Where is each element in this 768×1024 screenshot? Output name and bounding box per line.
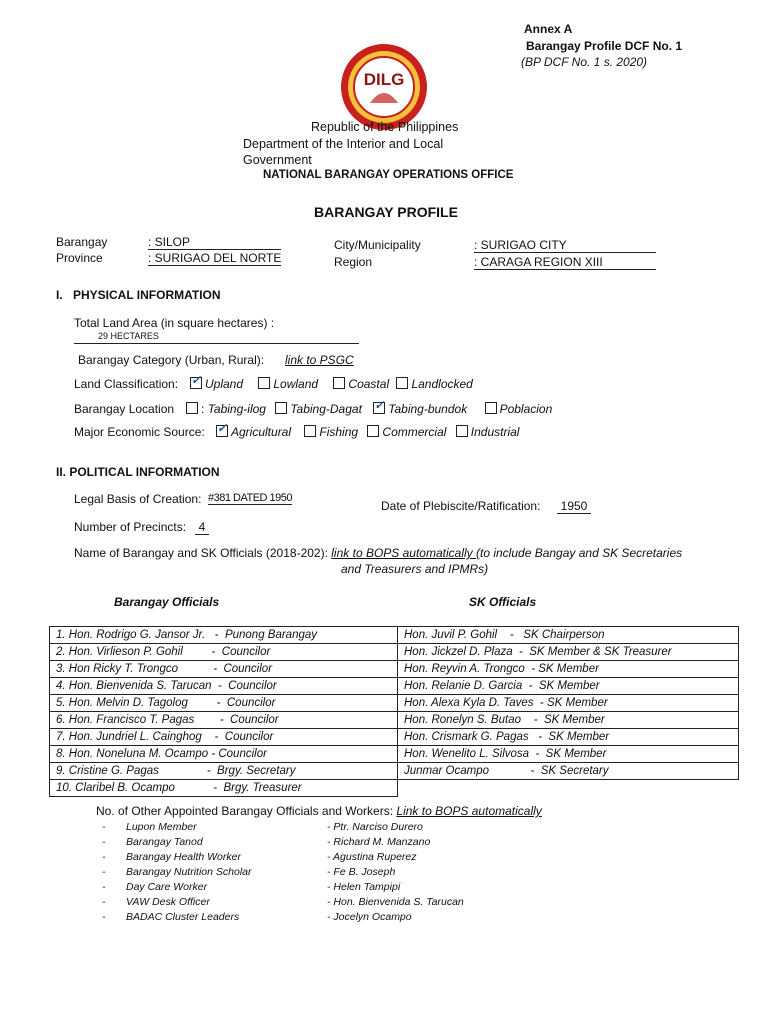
industrial-checkbox[interactable] [456,425,468,437]
province-label: Province [56,251,103,265]
land-class-landlocked[interactable]: Landlocked [396,377,472,391]
city-label: City/Municipality [334,238,421,252]
dilg-logo-text: DILG [363,70,405,89]
category-label: Barangay Category (Urban, Rural): [78,353,265,367]
annex-form: Barangay Profile DCF No. 1 [526,39,683,53]
officials-row [50,746,739,763]
brgy-official-cell: 1. Hon. Rodrigo G. Jansor Jr. - Punong Barangay [50,627,398,644]
appointed-bullet: - [102,866,106,878]
sk-official-cell: Hon. Wenelito L. Silvosa - SK Member [398,746,739,763]
section-2-heading: II. POLITICAL INFORMATION [56,465,220,479]
precincts-value: 4 [195,520,209,535]
section-1-heading: PHYSICAL INFORMATION [73,288,221,302]
appointed-role: Day Care Worker [126,881,208,893]
economic-options [216,425,519,439]
economic-label: Major Economic Source: [74,425,205,439]
province-value: : SURIGAO DEL NORTE [148,251,282,265]
header-republic: Republic of the Philippines [311,120,459,134]
economic-fishing[interactable]: Fishing [304,425,358,439]
brgy-official-cell: 10. Claribel B. Ocampo - Brgy. Treasurer [50,780,398,797]
sk-official-cell: Hon. Relanie D. Garcia - SK Member [398,678,739,695]
dilg-logo [340,43,428,131]
land-class-options [190,377,473,391]
sk-official-cell: Hon. Juvil P. Gohil - SK Chairperson [398,627,739,644]
land-area-label: Total Land Area (in square hectares) : [74,316,275,330]
officials-table [49,626,739,797]
sk-official-cell: Hon. Crismark G. Pagas - SK Member [398,729,739,746]
appointed-role: BADAC Cluster Leaders [126,911,240,923]
appointed-name: - Ptr. Narciso Durero [327,821,423,833]
appointed-role: Barangay Health Worker [126,851,241,863]
appointed-bullet: - [102,851,106,863]
officials-label: Name of Barangay and SK Officials (2018-202): link to BOPS automatically (to include Bangay and SK Secretaries [74,546,683,560]
officials-row [50,729,739,746]
officials-row [50,644,739,661]
section-1-number: I. [56,288,63,302]
appointed-role: VAW Desk Officer [126,896,210,908]
tabing-dagat-checkbox[interactable] [275,402,287,414]
brgy-officials-heading: Barangay Officials [114,595,220,609]
officials-row [50,763,739,780]
plebiscite-value: 1950 [557,499,591,514]
appointed-role: Barangay Nutrition Scholar [126,866,252,878]
brgy-official-cell: 2. Hon. Virlieson P. Gohil - Councilor [50,644,398,661]
coastal-checkbox[interactable] [333,377,345,389]
appointed-name: - Fe B. Joseph [327,866,396,878]
appointed-role: Lupon Member [126,821,197,833]
officials-link[interactable]: link to BOPS automatically ( [331,546,480,560]
tabing-bundok-checkbox[interactable] [373,402,385,414]
location-tabing-dagat[interactable]: Tabing-Dagat [275,402,362,416]
brgy-official-cell: 4. Hon. Bienvenida S. Tarucan - Councilor [50,678,398,695]
economic-industrial[interactable]: Industrial [456,425,520,439]
header-government: Government [243,153,312,167]
appointed-bullet: - [102,911,106,923]
fishing-checkbox[interactable] [304,425,316,437]
sk-official-cell [398,780,739,797]
sk-officials-heading: SK Officials [469,595,537,609]
brgy-official-cell: 7. Hon. Jundriel L. Cainghog - Councilor [50,729,398,746]
sk-official-cell: Hon. Jickzel D. Plaza - SK Member & SK Treasurer [398,644,739,661]
appointed-bullet: - [102,821,106,833]
officials-row [50,678,739,695]
brgy-official-cell: 6. Hon. Francisco T. Pagas - Councilor [50,712,398,729]
location-poblacion[interactable]: Poblacion [485,402,553,416]
appointed-role: Barangay Tanod [126,836,203,848]
location-options [186,402,552,416]
brgy-official-cell: 9. Cristine G. Pagas - Brgy. Secretary [50,763,398,780]
sk-official-cell: Hon. Ronelyn S. Butao - SK Member [398,712,739,729]
location-tabing-ilog[interactable]: : Tabing-ilog [186,402,266,416]
land-class-coastal[interactable]: Coastal [333,377,389,391]
land-class-label: Land Classification: [74,377,179,391]
appointed-name: - Agustina Ruperez [327,851,417,863]
appointed-bullet: - [102,836,106,848]
officials-row [50,712,739,729]
landlocked-checkbox[interactable] [396,377,408,389]
barangay-label: Barangay [56,235,108,249]
legal-basis-label: Legal Basis of Creation: [74,492,202,506]
brgy-official-cell: 8. Hon. Noneluna M. Ocampo - Councilor [50,746,398,763]
land-class-upland[interactable]: ✓ Upland [190,377,243,391]
barangay-value: : SILOP [148,235,281,250]
city-value: : SURIGAO CITY [474,238,656,253]
lowland-checkbox[interactable] [258,377,270,389]
land-area-value: 29 HECTARES [98,331,159,341]
economic-commercial[interactable]: Commercial [367,425,446,439]
appointed-name: - Helen Tampipi [327,881,401,893]
appointed-bullet: - [102,881,106,893]
region-label: Region [334,255,373,269]
appointed-name: - Hon. Bienvenida S. Tarucan [327,896,464,908]
officials-row [50,627,739,644]
economic-agricultural[interactable]: ✓ Agricultural [216,425,291,439]
page-title: BARANGAY PROFILE [314,204,458,220]
land-area-line [74,343,359,344]
poblacion-checkbox[interactable] [485,402,497,414]
sk-official-cell: Hon. Reyvin A. Trongco - SK Member [398,661,739,678]
officials-row [50,661,739,678]
region-value: : CARAGA REGION XIII [474,255,656,270]
appointed-label: No. of Other Appointed Barangay Officials and Workers: Link to BOPS automatically [96,804,542,818]
appointed-name: - Jocelyn Ocampo [327,911,412,923]
legal-basis-value: #381 DATED 1950 [208,492,293,504]
sk-official-cell: Junmar Ocampo - SK Secretary [398,763,739,780]
appointed-name: - Richard M. Manzano [327,836,431,848]
officials-note-2: and Treasurers and IPMRs) [341,562,489,576]
location-label: Barangay Location [74,402,175,416]
category-link[interactable]: link to PSGC [285,353,354,367]
precincts-label: Number of Precincts: [74,520,187,534]
header-office: NATIONAL BARANGAY OPERATIONS OFFICE [263,169,514,181]
brgy-official-cell: 5. Hon. Melvin D. Tagolog - Councilor [50,695,398,712]
upland-checkbox[interactable] [190,377,202,389]
officials-note-1: to include Bangay and SK Secretaries [480,546,683,560]
appointed-link[interactable]: Link to BOPS automatically [396,804,542,818]
agricultural-checkbox[interactable] [216,425,228,437]
annex-ref: (BP DCF No. 1 s. 2020) [521,55,648,69]
sk-official-cell: Hon. Alexa Kyla D. Taves - SK Member [398,695,739,712]
commercial-checkbox[interactable] [367,425,379,437]
tabing-ilog-checkbox[interactable] [186,402,198,414]
appointed-bullet: - [102,896,106,908]
header-department: Department of the Interior and Local [243,137,444,151]
land-class-lowland[interactable]: Lowland [258,377,318,391]
location-tabing-bundok[interactable]: ✓ Tabing-bundok [373,402,467,416]
annex-title: Annex A [524,22,573,36]
plebiscite-label: Date of Plebiscite/Ratification: [381,499,541,513]
officials-row [50,780,739,797]
brgy-official-cell: 3. Hon Ricky T. Trongco - Councilor [50,661,398,678]
officials-row [50,695,739,712]
